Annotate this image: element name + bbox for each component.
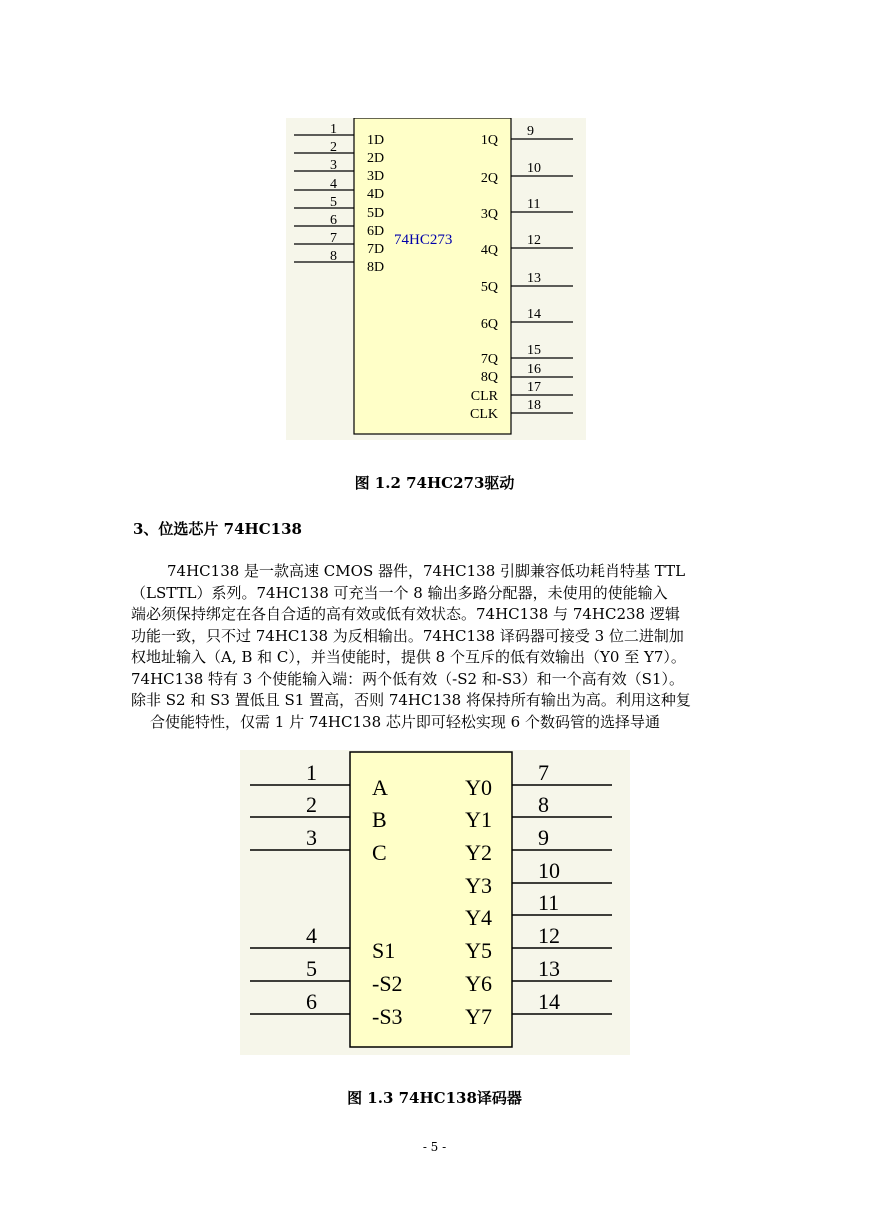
pin-number: 18 [527,398,541,413]
pin-label: Y0 [465,775,492,800]
pin-number: 12 [538,923,560,948]
pin-label: 8Q [480,370,498,385]
pin-label: 3Q [480,207,498,222]
pin-number: 13 [527,271,541,286]
pin-label: Y2 [465,840,492,865]
pin-label: 5Q [480,280,498,295]
paragraph-line: 除非 S2 和 S3 置低且 S1 置高，否则 74HC138 将保持所有输出为高。利用这种复 [131,691,691,709]
paragraph-line: 74HC138 特有 3 个使能输入端：两个低有效（-S2 和-S3）和一个高有效（S1）。 [131,670,684,688]
pin-number: 1 [306,760,317,785]
section-heading: 3、位选芯片 74HC138 [133,520,302,538]
pin-number: 9 [538,825,549,850]
pin-label: 2D [367,151,385,166]
pin-label: 4Q [480,243,498,258]
pin-label: 1D [367,133,385,148]
pin-number: 5 [330,195,337,210]
pin-number: 4 [306,923,317,948]
pin-label: 7Q [480,352,498,367]
pin-number: 17 [527,380,541,395]
pin-number: 3 [330,158,337,173]
pin-number: 16 [527,362,541,377]
pin-label: Y7 [465,1004,492,1029]
pin-label: -S2 [372,971,403,996]
pin-label: 8D [367,260,385,275]
pin-number: 7 [538,760,549,785]
pin-label: A [372,775,388,800]
paragraph-line: 功能一致，只不过 74HC138 为反相输出。74HC138 译码器可接受 3 位二进制加 [131,627,684,645]
pin-number: 10 [538,858,560,883]
pin-number: 4 [330,177,337,192]
pin-number: 9 [527,124,534,139]
paragraph-line: 端必须保持绑定在各自合适的高有效或低有效状态。74HC138 与 74HC238 逻辑 [131,605,680,623]
pin-label: CLR [470,389,498,404]
pin-label: 3D [367,169,385,184]
pin-number: 3 [306,825,317,850]
pin-number: 8 [330,249,337,264]
pin-label: 7D [367,242,385,257]
pin-number: 11 [538,890,560,915]
pin-label: Y3 [465,873,492,898]
pin-number: 13 [538,956,560,981]
pin-number: 2 [330,140,337,155]
figure-74hc273 [286,118,586,440]
pin-label: 6D [367,224,385,239]
pin-number: 10 [527,161,541,176]
pin-number: 11 [527,197,541,212]
chip-label: 74HC273 [394,232,453,248]
pin-number: 7 [330,231,337,246]
pin-number: 12 [527,233,541,248]
pin-number: 8 [538,792,549,817]
pin-number: 6 [306,989,317,1014]
pin-number: 2 [306,792,317,817]
page-number: - 5 - [422,1140,447,1154]
pin-label: B [372,807,387,832]
pin-label: Y5 [465,938,492,963]
pin-label: CLK [470,407,498,422]
pin-label: C [372,840,387,865]
paragraph-line: 合使能特性，仅需 1 片 74HC138 芯片即可轻松实现 6 个数码管的选择导通 [150,713,660,731]
pin-number: 1 [330,122,337,137]
pin-label: 2Q [480,171,498,186]
figure-caption-1-3: 图 1.3 74HC138译码器 [347,1089,522,1107]
pin-number: 5 [306,956,317,981]
pin-label: 4D [367,187,385,202]
pin-number: 15 [527,343,541,358]
pin-number: 14 [538,989,560,1014]
pin-label: Y6 [465,971,492,996]
pin-label: 6Q [480,317,498,332]
paragraph-line: （LSTTL）系列。74HC138 可充当一个 8 输出多路分配器，未使用的使能输入 [131,584,668,602]
figure-74hc138 [240,750,630,1055]
pin-label: 1Q [480,133,498,148]
paragraph-line: 权地址输入（A, B 和 C），并当使能时，提供 8 个互斥的低有效输出（Y0 至 Y7）。 [131,648,686,666]
pin-label: 5D [367,206,385,221]
pin-number: 14 [527,307,541,322]
pin-label: S1 [372,938,396,963]
pin-label: Y4 [465,905,492,930]
paragraph-line: 74HC138 是一款高速 CMOS 器件，74HC138 引脚兼容低功耗肖特基 TTL [167,562,686,580]
pin-label: Y1 [465,807,492,832]
figure-caption-1-2: 图 1.2 74HC273驱动 [354,474,515,492]
pin-number: 6 [330,213,337,228]
pin-label: -S3 [372,1004,403,1029]
